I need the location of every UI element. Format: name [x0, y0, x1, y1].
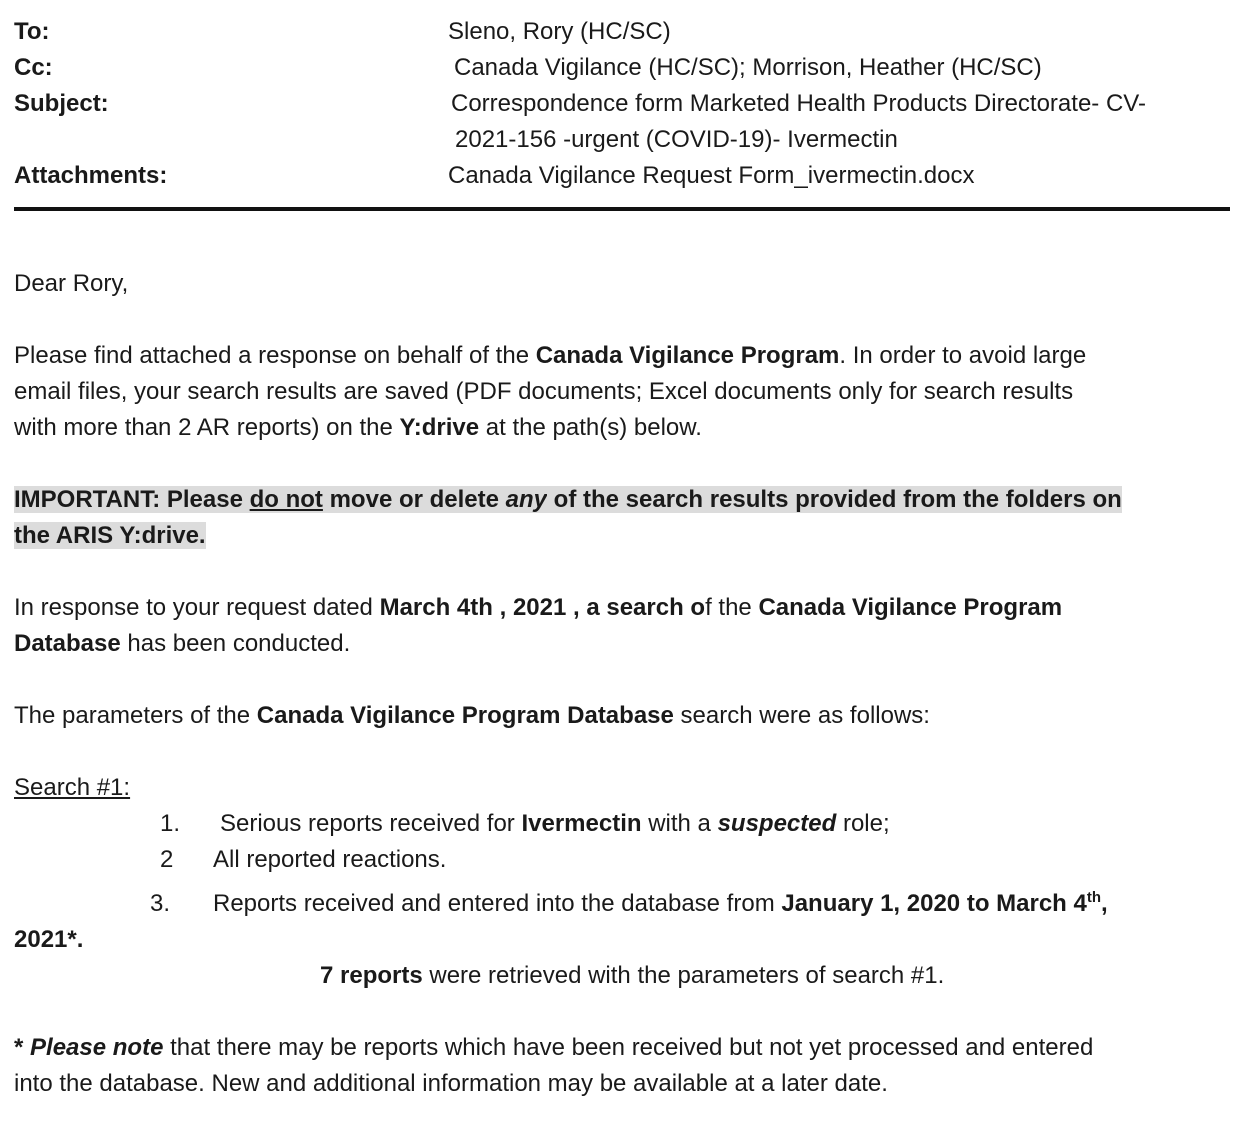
p2-database: Database — [14, 630, 121, 657]
list-item-3-number: 3. — [150, 890, 171, 917]
attachment-filename[interactable]: Canada Vigilance Request Form_ivermectin.docx — [448, 162, 975, 189]
important-notice-line-2 — [14, 521, 206, 551]
result-count: 7 reports — [320, 962, 423, 989]
important-notice-line-1 — [14, 485, 1122, 515]
item1-drug: Ivermectin — [521, 810, 642, 837]
subject-label: Subject: — [14, 90, 109, 117]
list-item-3-text — [213, 889, 1108, 919]
p1-text-a: Please find attached a response on behalf of the — [14, 342, 536, 369]
p1-text-c: . In order to avoid large — [839, 342, 1087, 369]
list-item-2-number: 2 — [160, 846, 174, 873]
p1-line3-a: with more than 2 AR reports) on the — [14, 414, 400, 441]
item1-suspected: suspected — [717, 810, 837, 837]
p2-a: In response to your request dated — [14, 594, 380, 621]
cc-label: Cc: — [14, 54, 53, 81]
p2-c: f the — [705, 594, 759, 621]
to-label: To: — [14, 18, 50, 45]
paragraph-2-line-1 — [14, 593, 1062, 623]
list-item-2-text: All reported reactions. — [213, 846, 447, 873]
attachments-label: Attachments: — [14, 162, 168, 189]
note-asterisk: * — [14, 1034, 31, 1061]
result-text: were retrieved with the parameters of search #1. — [422, 962, 945, 989]
header-divider — [14, 207, 1230, 211]
p3-c: search were as follows: — [673, 702, 930, 729]
greeting: Dear Rory, — [14, 270, 129, 297]
note-line-1 — [14, 1033, 1093, 1063]
important-a: IMPORTANT: Please — [14, 486, 250, 513]
list-item-3-continuation: 2021*. — [14, 926, 84, 953]
important-e: of the search results provided from the folders on — [547, 486, 1122, 513]
item1-c: with a — [641, 810, 718, 837]
item1-a: Serious reports received for — [220, 810, 522, 837]
paragraph-2-line-2 — [14, 629, 350, 659]
paragraph-1-line-3 — [14, 413, 702, 443]
subject-value-line2: 2021-156 -urgent (COVID-19)- Ivermectin — [455, 126, 898, 153]
p2-date: March 4th , 2021 , a search o — [379, 594, 706, 621]
note-please-note: Please note — [30, 1034, 164, 1061]
to-value: Sleno, Rory (HC/SC) — [448, 18, 671, 45]
item3-comma: , — [1101, 890, 1108, 917]
p2-program: Canada Vigilance Program — [758, 594, 1063, 621]
paragraph-3 — [14, 701, 930, 731]
important-do-not: do not — [249, 486, 323, 513]
important-line2: the ARIS Y:drive. — [14, 522, 206, 549]
result-line — [320, 961, 944, 991]
search-heading: Search #1: — [14, 774, 131, 801]
p1-line3-c: at the path(s) below. — [479, 414, 702, 441]
item3-superscript: th — [1086, 889, 1102, 906]
item1-e: role; — [836, 810, 890, 837]
important-c: move or delete — [322, 486, 506, 513]
list-item-1-text — [220, 809, 890, 839]
p3-database-name: Canada Vigilance Program Database — [256, 702, 674, 729]
p3-a: The parameters of the — [14, 702, 257, 729]
item3-a: Reports received and entered into the database from — [213, 890, 782, 917]
note-text: that there may be reports which have been received but not yet processed and entered — [163, 1034, 1094, 1061]
subject-value-line1: Correspondence form Marketed Health Products Directorate- CV- — [451, 90, 1146, 117]
item3-date-range: January 1, 2020 to March 4 — [781, 890, 1087, 917]
p1-ydrive: Y:drive — [399, 414, 480, 441]
paragraph-1-line-2: email files, your search results are saved (PDF documents; Excel documents only for search results — [14, 378, 1074, 405]
note-line-2: into the database. New and additional information may be available at a later date. — [14, 1070, 888, 1097]
paragraph-1-line-1 — [14, 341, 1086, 371]
cc-value: Canada Vigilance (HC/SC); Morrison, Heather (HC/SC) — [454, 54, 1042, 81]
p2-line2-b: has been conducted. — [120, 630, 351, 657]
p1-program-name: Canada Vigilance Program — [535, 342, 840, 369]
important-any: any — [505, 486, 548, 513]
list-item-1-number: 1. — [160, 810, 181, 837]
